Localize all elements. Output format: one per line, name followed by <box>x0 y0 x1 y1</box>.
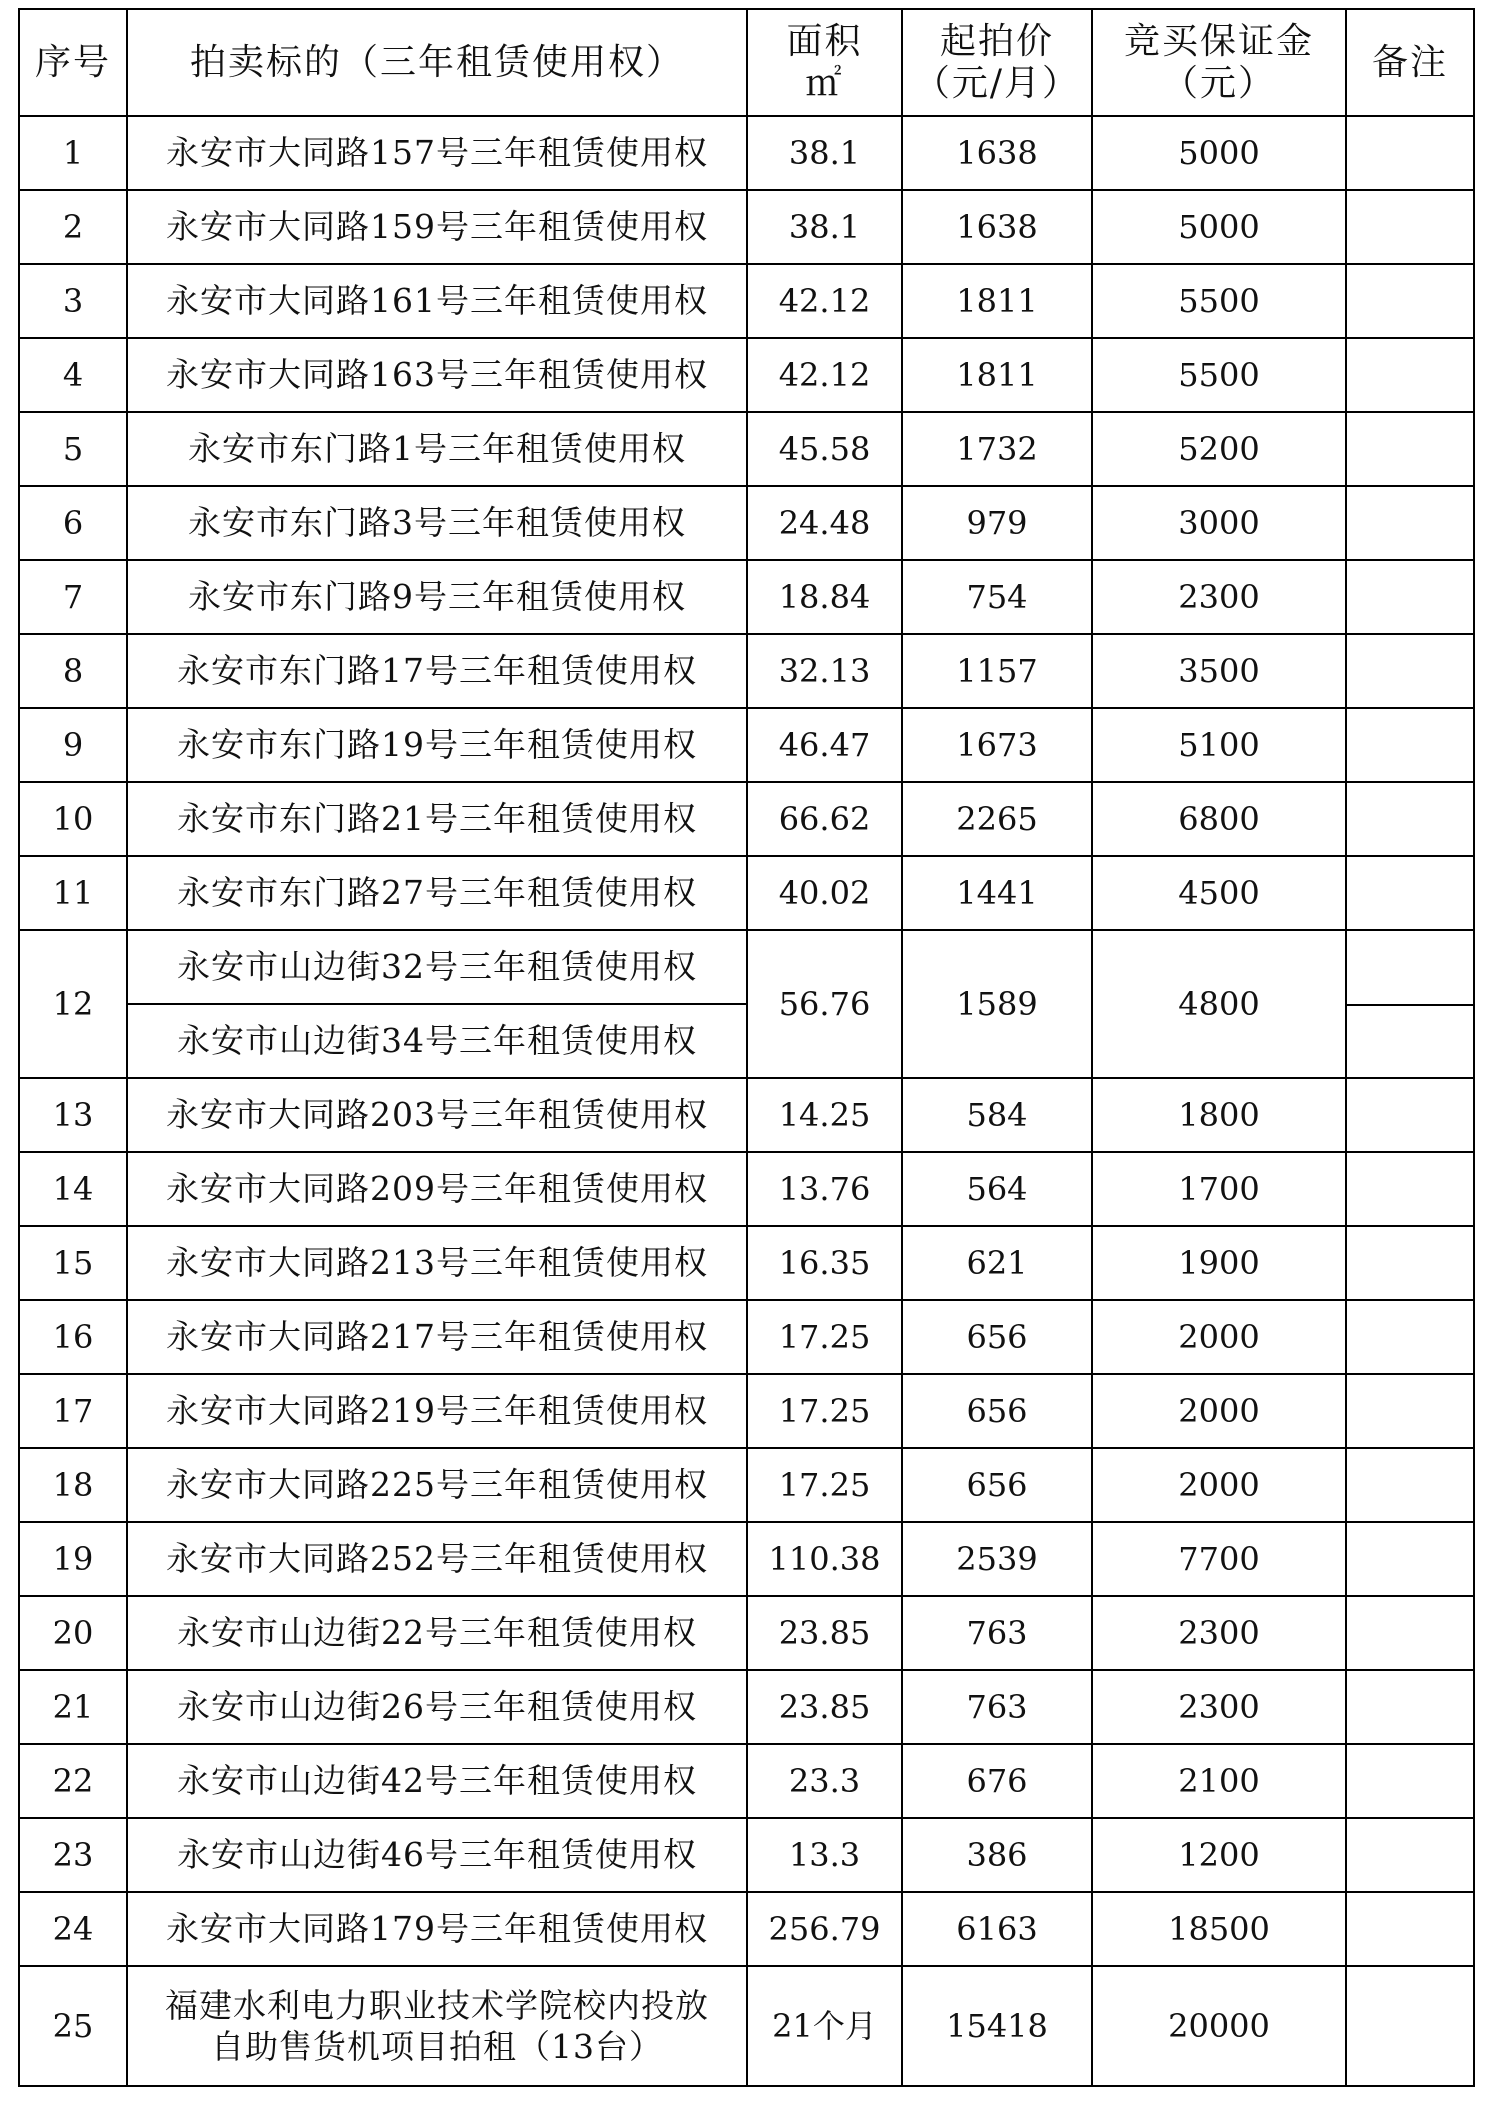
row-area: 17.25 <box>747 1448 902 1522</box>
row-note <box>1346 1152 1474 1226</box>
row-name: 永安市大同路179号三年租赁使用权 <box>127 1892 747 1966</box>
row-name: 永安市大同路203号三年租赁使用权 <box>127 1078 747 1152</box>
row-seq: 12 <box>19 930 127 1078</box>
row-seq: 10 <box>19 782 127 856</box>
header-price-label: 起拍价 <box>939 21 1054 63</box>
row-name: 永安市大同路161号三年租赁使用权 <box>127 264 747 338</box>
row-name: 永安市大同路213号三年租赁使用权 <box>127 1226 747 1300</box>
row-deposit: 5000 <box>1092 190 1346 264</box>
header-area <box>747 9 902 116</box>
header-deposit-unit: （元） <box>1161 62 1276 104</box>
row-area: 42.12 <box>747 264 902 338</box>
row-name-line1: 福建水利电力职业技术学院校内投放 <box>165 1985 709 2025</box>
row-seq: 17 <box>19 1374 127 1448</box>
table-row <box>19 1744 1474 1818</box>
row-seq: 6 <box>19 486 127 560</box>
row-price: 676 <box>902 1744 1092 1818</box>
row-name: 永安市大同路219号三年租赁使用权 <box>127 1374 747 1448</box>
row-name: 永安市东门路3号三年租赁使用权 <box>127 486 747 560</box>
row-seq: 8 <box>19 634 127 708</box>
table-row <box>19 1448 1474 1522</box>
row-deposit: 1900 <box>1092 1226 1346 1300</box>
row-price: 2539 <box>902 1522 1092 1596</box>
row-area: 45.58 <box>747 412 902 486</box>
row-price: 1589 <box>902 930 1092 1078</box>
row-deposit: 20000 <box>1092 1966 1346 2086</box>
row-name: 永安市大同路157号三年租赁使用权 <box>127 116 747 190</box>
row-note <box>1346 1448 1474 1522</box>
row-seq: 22 <box>19 1744 127 1818</box>
row-seq: 18 <box>19 1448 127 1522</box>
row-note <box>1346 190 1474 264</box>
row-area: 38.1 <box>747 190 902 264</box>
row-deposit: 4800 <box>1092 930 1346 1078</box>
row-area: 256.79 <box>747 1892 902 1966</box>
table-row <box>19 1152 1474 1226</box>
row-deposit: 2300 <box>1092 1670 1346 1744</box>
row-deposit: 5200 <box>1092 412 1346 486</box>
header-price <box>902 9 1092 116</box>
header-note: 备注 <box>1346 9 1474 116</box>
row-note <box>1346 116 1474 190</box>
header-area-label: 面积 <box>786 21 863 63</box>
row-price: 1732 <box>902 412 1092 486</box>
row-note <box>1346 1596 1474 1670</box>
row-area: 13.3 <box>747 1818 902 1892</box>
row-deposit: 18500 <box>1092 1892 1346 1966</box>
table-row <box>19 1892 1474 1966</box>
row-price: 1673 <box>902 708 1092 782</box>
row-price: 656 <box>902 1448 1092 1522</box>
row-price: 386 <box>902 1818 1092 1892</box>
row-area: 32.13 <box>747 634 902 708</box>
table-row <box>19 1596 1474 1670</box>
table-row <box>19 338 1474 412</box>
row-deposit: 1700 <box>1092 1152 1346 1226</box>
header-price-unit: （元/月） <box>913 62 1081 104</box>
row-price: 584 <box>902 1078 1092 1152</box>
row-deposit: 6800 <box>1092 782 1346 856</box>
row-deposit: 5000 <box>1092 116 1346 190</box>
row-deposit: 2300 <box>1092 1596 1346 1670</box>
row-area: 110.38 <box>747 1522 902 1596</box>
row-price: 2265 <box>902 782 1092 856</box>
row-name: 永安市大同路217号三年租赁使用权 <box>127 1300 747 1374</box>
row-area: 56.76 <box>747 930 902 1078</box>
row-name: 永安市东门路21号三年租赁使用权 <box>127 782 747 856</box>
row-name: 永安市大同路159号三年租赁使用权 <box>127 190 747 264</box>
row-area: 23.3 <box>747 1744 902 1818</box>
row-price: 564 <box>902 1152 1092 1226</box>
row-note <box>1346 412 1474 486</box>
row-seq: 9 <box>19 708 127 782</box>
row-seq: 3 <box>19 264 127 338</box>
row-area: 18.84 <box>747 560 902 634</box>
row-seq: 13 <box>19 1078 127 1152</box>
table-row <box>19 486 1474 560</box>
row-price: 1441 <box>902 856 1092 930</box>
row-price: 1157 <box>902 634 1092 708</box>
row-note <box>1346 856 1474 930</box>
row-area: 40.02 <box>747 856 902 930</box>
row-seq: 11 <box>19 856 127 930</box>
row-seq: 16 <box>19 1300 127 1374</box>
row-price: 763 <box>902 1670 1092 1744</box>
table-row <box>19 1300 1474 1374</box>
row-deposit: 2000 <box>1092 1448 1346 1522</box>
row-note <box>1346 1522 1474 1596</box>
row-seq: 14 <box>19 1152 127 1226</box>
row-area: 17.25 <box>747 1374 902 1448</box>
row-deposit: 5500 <box>1092 264 1346 338</box>
header-deposit <box>1092 9 1346 116</box>
row-price: 763 <box>902 1596 1092 1670</box>
table-row <box>19 116 1474 190</box>
row-seq: 19 <box>19 1522 127 1596</box>
row-area: 24.48 <box>747 486 902 560</box>
row-seq: 2 <box>19 190 127 264</box>
row-name: 永安市大同路225号三年租赁使用权 <box>127 1448 747 1522</box>
header-deposit-label: 竞买保证金 <box>1123 21 1314 63</box>
table-row <box>19 264 1474 338</box>
row-area: 13.76 <box>747 1152 902 1226</box>
row-area: 66.62 <box>747 782 902 856</box>
row-name: 永安市大同路252号三年租赁使用权 <box>127 1522 747 1596</box>
row-name: 永安市东门路27号三年租赁使用权 <box>127 856 747 930</box>
table-row <box>19 560 1474 634</box>
header-row <box>19 9 1474 116</box>
row-note <box>1346 1892 1474 1966</box>
row-note <box>1346 338 1474 412</box>
row-price: 754 <box>902 560 1092 634</box>
row-area: 16.35 <box>747 1226 902 1300</box>
row-name: 永安市山边街46号三年租赁使用权 <box>127 1818 747 1892</box>
row-seq: 5 <box>19 412 127 486</box>
row-area: 42.12 <box>747 338 902 412</box>
row-note <box>1346 1966 1474 2086</box>
row-deposit: 2000 <box>1092 1300 1346 1374</box>
header-target: 拍卖标的（三年租赁使用权） <box>127 9 747 116</box>
table-row <box>19 856 1474 930</box>
row-price: 1638 <box>902 190 1092 264</box>
row-name: 永安市东门路1号三年租赁使用权 <box>127 412 747 486</box>
row-deposit: 3500 <box>1092 634 1346 708</box>
row-deposit: 7700 <box>1092 1522 1346 1596</box>
row-note <box>1346 1670 1474 1744</box>
row-name-b: 永安市山边街34号三年租赁使用权 <box>127 1004 747 1078</box>
row-name: 永安市大同路209号三年租赁使用权 <box>127 1152 747 1226</box>
table-row <box>19 1818 1474 1892</box>
row-note <box>1346 930 1474 1078</box>
row-price: 621 <box>902 1226 1092 1300</box>
row-price: 15418 <box>902 1966 1092 2086</box>
auction-table <box>18 8 1475 2087</box>
row-seq: 25 <box>19 1966 127 2086</box>
table-row <box>19 1522 1474 1596</box>
row-area: 21个月 <box>747 1966 902 2086</box>
row-name: 永安市东门路9号三年租赁使用权 <box>127 560 747 634</box>
row-name: 永安市东门路19号三年租赁使用权 <box>127 708 747 782</box>
row-name: 永安市山边街42号三年租赁使用权 <box>127 1744 747 1818</box>
table-row-25 <box>19 1966 1474 2086</box>
row-deposit: 3000 <box>1092 486 1346 560</box>
row-price: 1811 <box>902 338 1092 412</box>
row-deposit: 4500 <box>1092 856 1346 930</box>
table-row <box>19 412 1474 486</box>
row-note <box>1346 782 1474 856</box>
row-area: 14.25 <box>747 1078 902 1152</box>
row-name: 永安市山边街22号三年租赁使用权 <box>127 1596 747 1670</box>
row-seq: 24 <box>19 1892 127 1966</box>
row-note <box>1346 1226 1474 1300</box>
row-seq: 1 <box>19 116 127 190</box>
row-seq: 4 <box>19 338 127 412</box>
row-name-a: 永安市山边街32号三年租赁使用权 <box>127 930 747 1004</box>
header-seq: 序号 <box>19 9 127 116</box>
row-deposit: 5500 <box>1092 338 1346 412</box>
row-deposit: 2100 <box>1092 1744 1346 1818</box>
row-note <box>1346 708 1474 782</box>
row-area: 17.25 <box>747 1300 902 1374</box>
row-note <box>1346 1078 1474 1152</box>
row-name-line2: 自助售货机项目拍租（13台） <box>211 2027 663 2066</box>
table-row <box>19 1670 1474 1744</box>
row-note <box>1346 264 1474 338</box>
row-deposit: 2300 <box>1092 560 1346 634</box>
row-price: 6163 <box>902 1892 1092 1966</box>
row-seq: 23 <box>19 1818 127 1892</box>
row-deposit: 2000 <box>1092 1374 1346 1448</box>
row-price: 656 <box>902 1300 1092 1374</box>
row-note <box>1346 1818 1474 1892</box>
table-row <box>19 634 1474 708</box>
row-note <box>1346 1744 1474 1818</box>
table-row <box>19 1374 1474 1448</box>
row-note <box>1346 486 1474 560</box>
row-seq: 7 <box>19 560 127 634</box>
row-seq: 21 <box>19 1670 127 1744</box>
table-row <box>19 1078 1474 1152</box>
row-price: 979 <box>902 486 1092 560</box>
row-note <box>1346 634 1474 708</box>
row-note <box>1346 560 1474 634</box>
row-area: 38.1 <box>747 116 902 190</box>
row-price: 1638 <box>902 116 1092 190</box>
row-area: 23.85 <box>747 1596 902 1670</box>
table-row <box>19 190 1474 264</box>
header-area-unit: ㎡ <box>805 62 844 104</box>
table-row <box>19 708 1474 782</box>
row-seq: 15 <box>19 1226 127 1300</box>
row-area: 23.85 <box>747 1670 902 1744</box>
table-row-12 <box>19 930 1474 1004</box>
row-note <box>1346 1300 1474 1374</box>
row-note <box>1346 1374 1474 1448</box>
row-area: 46.47 <box>747 708 902 782</box>
row-deposit: 1800 <box>1092 1078 1346 1152</box>
row-name: 永安市山边街26号三年租赁使用权 <box>127 1670 747 1744</box>
table-row <box>19 1226 1474 1300</box>
row-price: 1811 <box>902 264 1092 338</box>
row-deposit: 5100 <box>1092 708 1346 782</box>
row-deposit: 1200 <box>1092 1818 1346 1892</box>
row-price: 656 <box>902 1374 1092 1448</box>
row-seq: 20 <box>19 1596 127 1670</box>
row-name: 永安市东门路17号三年租赁使用权 <box>127 634 747 708</box>
row-name <box>127 1966 747 2086</box>
table-row <box>19 782 1474 856</box>
row-name: 永安市大同路163号三年租赁使用权 <box>127 338 747 412</box>
